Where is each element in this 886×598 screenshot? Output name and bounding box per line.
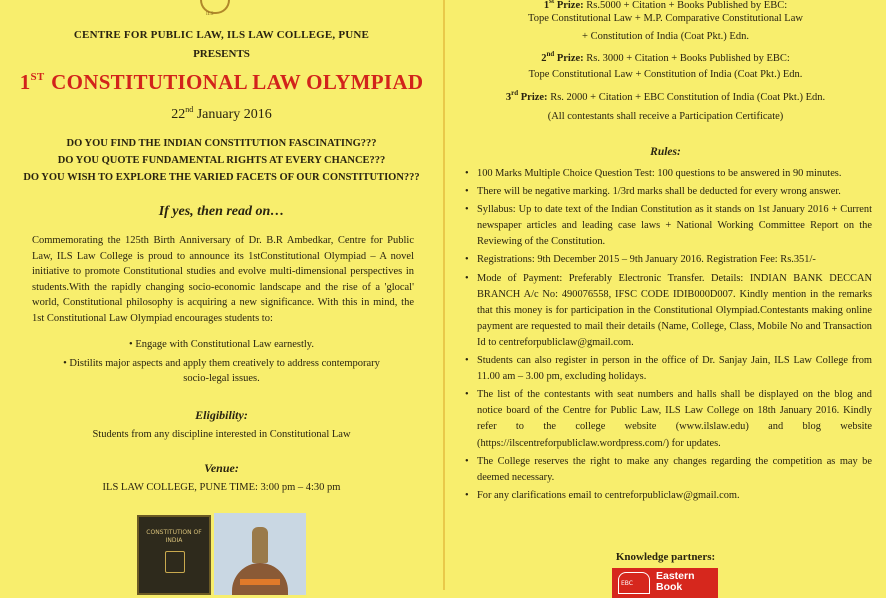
rule-item: • The College reserves the right to make any changes regarding the competition as may be deemed necessary. — [463, 454, 872, 486]
title-ordinal: 1 — [19, 70, 31, 94]
prize-2-num: 2 — [541, 53, 547, 64]
prize-3-word: Prize: — [520, 92, 548, 103]
ebc-name-line2: Book — [656, 581, 683, 593]
title-suffix: ST — [30, 71, 45, 83]
question-1: DO YOU FIND THE INDIAN CONSTITUTION FASCINATING??? — [66, 138, 377, 149]
prize-2-line2: Tope Constitutional Law + Constitution of India (Coat Pkt.) Edn. — [528, 69, 803, 80]
rule-item: • There will be negative marking. 1/3rd marks shall be deducted for every wrong answer. — [463, 184, 872, 200]
date-rest: January 2016 — [196, 107, 272, 122]
ebc-name-line1: Eastern — [656, 570, 695, 582]
objective-bullet-2: • Distilits major aspects and apply them creatively to address contemporary — [63, 358, 380, 369]
date-suffix: nd — [185, 105, 194, 114]
prize-1-word: Prize: — [556, 0, 584, 11]
rule-item: • Students can also register in person in the office of Dr. Sanjay Jain, ILS Law College from 11.00 am – 3.00 pm, excluding holidays. — [463, 353, 872, 385]
rules-heading: Rules: — [650, 146, 681, 158]
prize-3-text: Rs. 2000 + Citation + EBC Constitution of India (Coat Pkt.) Edn. — [550, 92, 826, 103]
college-emblem-icon — [200, 0, 230, 14]
prize-1-suffix: st — [549, 0, 555, 5]
prize-1-line3: + Constitution of India (Coat Pkt.) Edn. — [582, 31, 749, 42]
prize-3 — [445, 89, 886, 103]
emblem-caption: ILS — [206, 12, 214, 17]
rule-item: • 100 Marks Multiple Choice Question Test: 100 questions to be answered in 90 minutes. — [463, 166, 872, 182]
prize-3-suffix: rd — [511, 89, 519, 97]
prize-2-suffix: nd — [546, 50, 555, 58]
prize-2-text: Rs. 3000 + Citation + Books Published by EBC: — [586, 53, 790, 64]
rule-item: • The list of the contestants with seat numbers and halls shall be displayed on the blog and notice board of the Centre for Public Law, ILS Law College on 18th January 2016. Kindly refer to the college website (www.ilslaw.edu) and blog website (https://ilscentreforpubliclaw.wordpress.com/) for updates. — [463, 387, 872, 451]
question-2: DO YOU QUOTE FUNDAMENTAL RIGHTS AT EVERY CHANCE??? — [57, 155, 386, 166]
event-title — [0, 70, 443, 95]
book-title: CONSTITUTION OF INDIA — [146, 529, 202, 544]
book-seal-icon — [165, 551, 185, 573]
rules-list — [463, 166, 872, 506]
objective-bullet-1: • Engage with Constitutional Law earnestly. — [129, 339, 314, 350]
venue-text: ILS LAW COLLEGE, PUNE TIME: 3:00 pm – 4:30 pm — [102, 482, 341, 493]
eligibility-text: Students from any discipline interested in Constitutional Law — [92, 429, 351, 440]
intro-paragraph: Commemorating the 125th Birth Anniversary of Dr. B.R Ambedkar, Centre for Public Law, ILS Law College is proud to announce its 1stConstitutional Olympiad – A novel initiative to promote Constitutional studies and evolve multi-dimensional perspectives in students.With the rapidly changing socio-economic landscape and the rise of a 'glocal' world, Constitutional philosophy is acquiring a new significance. With this in mind, the 1st Constitutional Law Olympiad encourages students to: — [32, 235, 414, 324]
emblem-photo — [214, 513, 306, 595]
read-on-heading: If yes, then read on… — [158, 204, 285, 219]
flag-icon — [240, 579, 280, 585]
lion-capital-icon — [252, 527, 268, 563]
prize-1 — [445, 0, 886, 11]
prize-2 — [445, 50, 886, 64]
date-day: 22 — [171, 107, 186, 122]
right-column — [445, 0, 886, 593]
left-column — [0, 0, 443, 590]
rule-item: • For any clarifications email to centreforpubliclaw@gmail.com. — [463, 488, 872, 504]
title-text: CONSTITUTIONAL LAW OLYMPIAD — [51, 70, 424, 94]
rule-item: • Syllabus: Up to date text of the Indian Constitution as it stands on 1st January 2016 + Current newspaper articles and leading case laws + National Working Committee Report on the Reviewing of the Constitution. — [463, 202, 872, 250]
ebc-logo-text: EBC — [621, 580, 633, 587]
prize-1-text: Rs.5000 + Citation + Books Published by EBC: — [586, 0, 788, 11]
prize-1-line2: Tope Constitutional Law + M.P. Comparative Constitutional Law — [528, 13, 803, 24]
prize-2-word: Prize: — [556, 53, 584, 64]
ebc-logo — [612, 568, 718, 598]
objective-bullet-2-cont: socio-legal issues. — [183, 373, 260, 384]
objective-text-1: Engage with Constitutional Law earnestly. — [135, 339, 314, 350]
question-3: DO YOU WISH TO EXPLORE THE VARIED FACETS OF OUR CONSTITUTION??? — [23, 172, 420, 183]
participation-note: (All contestants shall receive a Participation Certificate) — [547, 111, 784, 122]
rule-item: • Mode of Payment: Preferably Electronic Transfer. Details: INDIAN BANK DECCAN BRANCH A/c No: 490076558, IFSC CODE IDIB000D007. Kindly mention in the remarks that this money is for participation in the Constitutional Olympiad.Contestants making online payment are requested to mail their details (Name, College, Class, Mobile No and Transaction Id to centreforpubliclaw@gmail.com. — [463, 271, 872, 351]
ebc-emblem-icon — [618, 572, 650, 594]
venue-heading: Venue: — [204, 461, 239, 475]
event-date — [0, 105, 443, 123]
objective-text-2: Distilits major aspects and apply them creatively to address contemporary — [69, 358, 380, 369]
prize-1-num: 1 — [543, 0, 550, 11]
eligibility-heading: Eligibility: — [195, 408, 248, 422]
knowledge-partners-heading: Knowledge partners: — [615, 551, 716, 563]
prize-3-num: 3 — [505, 92, 512, 103]
constitution-book-image — [137, 515, 211, 595]
rule-item: • Registrations: 9th December 2015 – 9th January 2016. Registration Fee: Rs.351/- — [463, 252, 872, 268]
organizer: CENTRE FOR PUBLIC LAW, ILS LAW COLLEGE, PUNE — [73, 29, 370, 41]
presents-label: PRESENTS — [193, 48, 250, 60]
